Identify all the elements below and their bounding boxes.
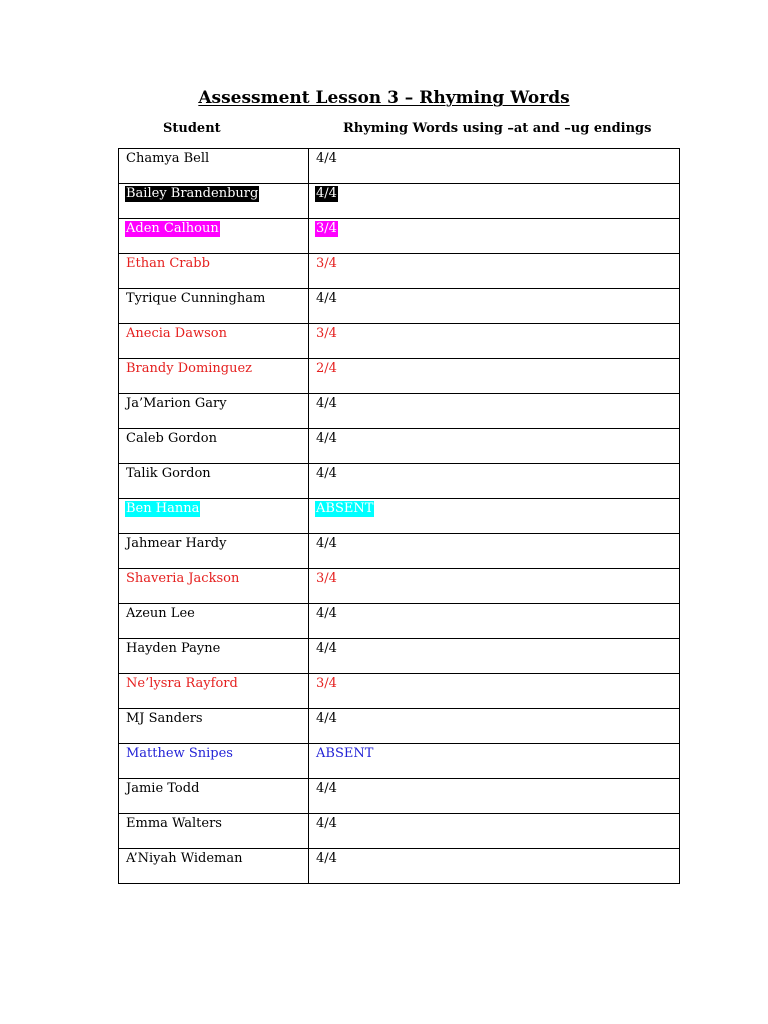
- student-name-cell: [119, 814, 309, 849]
- score-cell: [309, 394, 680, 429]
- table-row: [119, 149, 680, 184]
- student-name: Aden Calhoun: [126, 221, 219, 236]
- score-value: 4/4: [316, 711, 337, 726]
- scores-table: [118, 148, 680, 884]
- score-cell: [309, 184, 680, 219]
- score-cell: [309, 674, 680, 709]
- student-name: Matthew Snipes: [126, 746, 233, 761]
- score-value: 3/4: [316, 221, 337, 236]
- score-cell: [309, 604, 680, 639]
- table-row: [119, 779, 680, 814]
- score-cell: [309, 709, 680, 744]
- student-name-cell: [119, 534, 309, 569]
- student-name-cell: [119, 149, 309, 184]
- score-value: 4/4: [316, 151, 337, 166]
- score-value: 3/4: [316, 256, 337, 271]
- table-row: [119, 219, 680, 254]
- table-row: [119, 289, 680, 324]
- score-cell: [309, 149, 680, 184]
- column-header-score: Rhyming Words using –at and –ug endings: [343, 121, 652, 136]
- score-cell: [309, 254, 680, 289]
- score-value: 3/4: [316, 676, 337, 691]
- student-name: Talik Gordon: [126, 466, 211, 481]
- score-value: 4/4: [316, 536, 337, 551]
- table-row: [119, 254, 680, 289]
- score-cell: [309, 779, 680, 814]
- table-row: [119, 499, 680, 534]
- table-row: [119, 639, 680, 674]
- score-value: 4/4: [316, 186, 337, 201]
- student-name-cell: [119, 219, 309, 254]
- student-name: Emma Walters: [126, 816, 222, 831]
- student-name: Anecia Dawson: [126, 326, 227, 341]
- score-cell: [309, 814, 680, 849]
- student-name: Brandy Dominguez: [126, 361, 253, 376]
- score-cell: [309, 639, 680, 674]
- table-row: [119, 359, 680, 394]
- student-name-cell: [119, 429, 309, 464]
- score-cell: [309, 359, 680, 394]
- score-value: 4/4: [316, 641, 337, 656]
- student-name: Bailey Brandenburg: [126, 186, 259, 201]
- student-name-cell: [119, 359, 309, 394]
- table-row: [119, 184, 680, 219]
- score-value: 4/4: [316, 466, 337, 481]
- score-value: 4/4: [316, 396, 337, 411]
- score-cell: [309, 744, 680, 779]
- score-cell: [309, 534, 680, 569]
- score-value: 2/4: [316, 361, 337, 376]
- student-name: Shaveria Jackson: [126, 571, 240, 586]
- student-name-cell: [119, 499, 309, 534]
- score-value: 4/4: [316, 781, 337, 796]
- student-name: Ja’Marion Gary: [126, 396, 227, 411]
- score-cell: [309, 324, 680, 359]
- score-value: 3/4: [316, 571, 337, 586]
- student-name-cell: [119, 744, 309, 779]
- student-name-cell: [119, 184, 309, 219]
- score-value: 4/4: [316, 606, 337, 621]
- student-name: Azeun Lee: [126, 606, 195, 621]
- table-row: [119, 814, 680, 849]
- student-name: Ben Hanna: [126, 501, 200, 516]
- score-value: 3/4: [316, 326, 337, 341]
- score-cell: [309, 219, 680, 254]
- student-name: A’Niyah Wideman: [126, 851, 243, 866]
- student-name: Tyrique Cunningham: [126, 291, 266, 306]
- score-value: 4/4: [316, 291, 337, 306]
- student-name: MJ Sanders: [126, 711, 203, 726]
- student-name-cell: [119, 394, 309, 429]
- table-row: [119, 429, 680, 464]
- score-cell: [309, 849, 680, 884]
- student-name-cell: [119, 709, 309, 744]
- score-value: ABSENT: [316, 746, 374, 761]
- student-name-cell: [119, 254, 309, 289]
- table-row: [119, 744, 680, 779]
- score-cell: [309, 429, 680, 464]
- student-name-cell: [119, 674, 309, 709]
- score-value: ABSENT: [316, 501, 374, 516]
- student-name: Chamya Bell: [126, 151, 210, 166]
- student-name: Ethan Crabb: [126, 256, 210, 271]
- student-name-cell: [119, 569, 309, 604]
- score-value: 4/4: [316, 851, 337, 866]
- student-name: Jahmear Hardy: [126, 536, 227, 551]
- student-name: Jamie Todd: [126, 781, 200, 796]
- table-row: [119, 534, 680, 569]
- student-name: Hayden Payne: [126, 641, 221, 656]
- score-value: 4/4: [316, 816, 337, 831]
- student-name-cell: [119, 849, 309, 884]
- student-name-cell: [119, 324, 309, 359]
- score-cell: [309, 289, 680, 324]
- score-cell: [309, 499, 680, 534]
- table-row: [119, 464, 680, 499]
- student-name-cell: [119, 604, 309, 639]
- score-cell: [309, 464, 680, 499]
- student-name-cell: [119, 464, 309, 499]
- student-name-cell: [119, 639, 309, 674]
- score-cell: [309, 569, 680, 604]
- student-name-cell: [119, 289, 309, 324]
- table-row: [119, 394, 680, 429]
- table-row: [119, 569, 680, 604]
- page-title: Assessment Lesson 3 – Rhyming Words: [198, 88, 570, 108]
- table-row: [119, 604, 680, 639]
- scores-table-body: [119, 149, 680, 884]
- student-name: Caleb Gordon: [126, 431, 217, 446]
- student-name: Ne’lysra Rayford: [126, 676, 238, 691]
- table-row: [119, 324, 680, 359]
- table-row: [119, 709, 680, 744]
- table-row: [119, 849, 680, 884]
- score-value: 4/4: [316, 431, 337, 446]
- table-row: [119, 674, 680, 709]
- column-header-student: Student: [163, 121, 221, 136]
- student-name-cell: [119, 779, 309, 814]
